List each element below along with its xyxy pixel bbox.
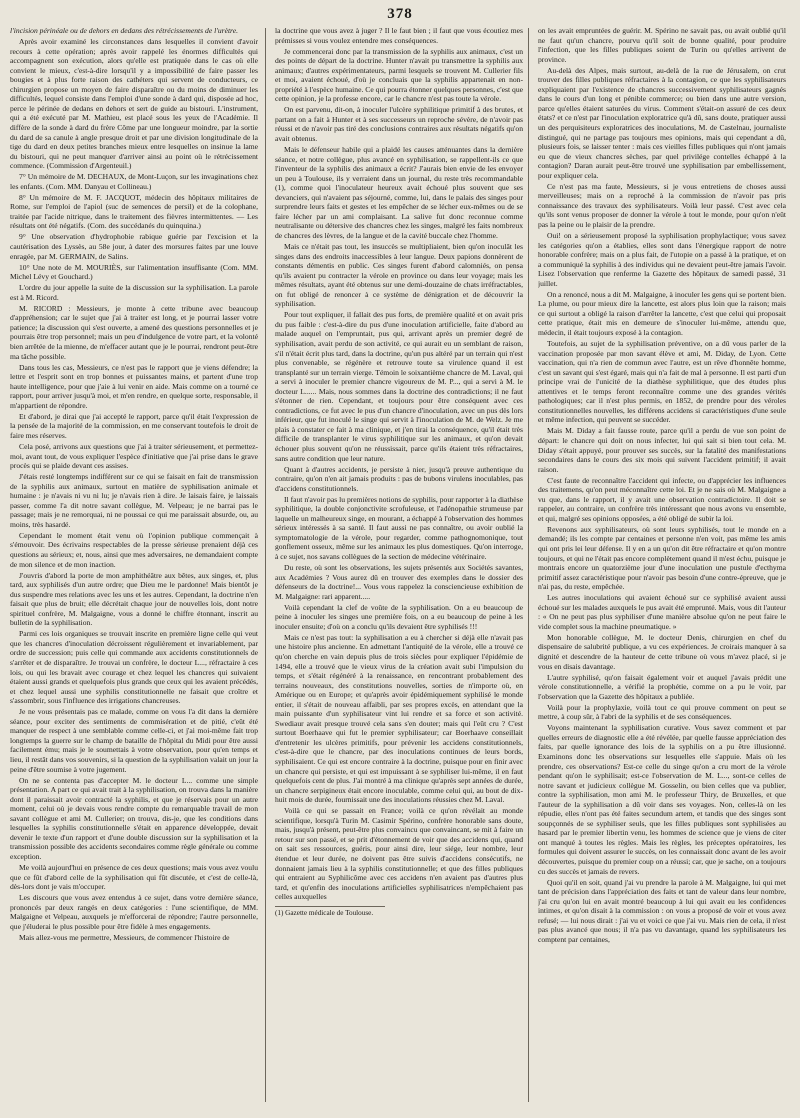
paragraph: la doctrine que vous avez à juger ? Il le faut bien ; il faut que vous écoutiez mes prémisses si vous voulez entendre mes conséquences. — [275, 26, 523, 45]
paragraph: Au-delà des Alpes, mais surtout, au-delà de la rue de Jérusalem, on crut trouver des filles publiques réfractaires à la contagion, ce que les syphilisateurs expliquaient par l'existence de chancres successivement syphilisateurs gagnés dans le cours d'un long et pénible commerce; ou bien dans une autre version, parce qu'elles étaient saturées du virus. Comment s'était-on assuré de ces deux états? et ce n'est par l'inoculation exploratrice qu'à dû, sans doute, pratiquer aussi un des perquisiteurs exploratrices des inoculations, M. de Castelnau, journaliste distingué, qui ne partage pas toujours mes opinions, mais qui cependant a dû, plusieurs fois, se laisser tenter : mais ces vieilles filles publiques qui n'ont jamais eu que de vieux chancres sèches, par quel privilége contelles échappé à la contagion? Daran aurait peut-être trouvé une syphilisation par embellissement, pour expliquer cela. — [538, 65, 786, 180]
paragraph: Mais allez-vous me permettre, Messieurs, de commencer l'histoire de — [19, 932, 230, 942]
paragraph: Cela posé, arrivons aux questions que j'ai à traiter sérieusement, et permettez-moi, avant tout, de vous expliquer l'espèce d'initiative que j'ai prise dans le grave procès qui se plaide devant ces assises. — [10, 441, 258, 471]
paragraph: Et d'abord, je dirai que j'ai accepté le rapport, parce qu'il était l'expression de la pensée de la majorité de la commission, en me conservant toutefois le droit de faire mes réserves. — [10, 411, 258, 440]
paragraph: Mais M. Diday a fait fausse route, parce qu'il a perdu de vue son point de départ: le chancre qui doit on nous infecter, lui qui sait si bien tout cela. M. Diday s'était appuyé, pour prouver ses succès, sur la fatalité des manifestations secondaires dans le cours des six mois qui suivent l'accident primitif; il avait raison. — [538, 426, 786, 474]
paragraph: Quoi qu'il en soit, quand j'ai vu prendre la parole à M. Malgaigne, lui qui met tant de précision dans l'appréciation des faits et tant de valeur dans leur nombre, j'ai cru qu'on lui en avait montré beaucoup à lui qui avait eu les confidences intimes, et qu'on disait à la commission : on vous a proposé de voir et vous avez refusé; — lui nous dirait : j'ai vu et voici ce que j'ai vu. Mais rien de cela, il n'est pas plus avancé que nous; il n'a pas vu davantage, quand les syphilisateurs les comptent par centaines, — [538, 877, 786, 944]
footnote: (1) Gazette médicale de Toulouse. — [275, 906, 385, 919]
paragraph: Voilà cependant la clef de voûte de la syphilisation. On a eu beaucoup de peine à inoculer les singes une première fois, on a eu beaucoup de peine à les inoculer ensuite; d'où on a conclu qu'ils devaient être syphilisés !!! — [275, 602, 523, 631]
paragraph: Mais ce n'est pas tout: la syphilisation a eu à chercher si déjà elle n'avait pas une histoire plus ancienne. En admettant l'antiquité de la vérole, elle a trouvé ce qu'on cherche en vain depuis plus de trois siècles pour expliquer l'épidémie de 1494, elle a trouvé que le vieux virus de la création avait subi l'impulsion du temps, et s'était régénéré à la renaissance, en rencontrant probablement des terrains nouveaux, des constitutions nouvelles, sorties de n'importe où, en Amérique ou en Europe; et qu'après avoir épidémiquement syphilisé le monde entier, il s'était de nouveau affaibli, par ses propres excès, en attendant que la main puissante d'un syphilisateur vint lui rendre et sa force et son activité. Swediaur avait presque trouvé cela sans s'en douter; mais qui l'eût cru ? C'est surtout Boerhaave qui fut le premier syphilisateur; car Boerhaave conseillait d'entretenir les ulcères primitifs, pour prévenir les accidens constitutionnels, c'est-à-dire que le chancre, par des inoculations continues de leurs bords, syphilisaient. Ce qui est encore contraire à la doctrine, puisque pour en finir avec un chancre qui persiste, et qui est impuissant à se syphiliser lui-même, il en faut quelquefois cent de plus. J'ai montré à ma clinique qu'après sept années de durée, un chancre serpigineux était encore inoculable, comme celui qui, au bout de dix-huit mois de durée, fournissait une des inoculations réussies chez M. Laval. — [275, 632, 523, 805]
paragraph: Il faut n'avoir pas lu premières notions de syphilis, pour rapporter à la diathèse syphilitique, la double conjonctivite scrofuleuse, et l'adénopathie strumeuse par laquelle un malheureux singe, en mourant, a échappé à l'observation des hommes sérieux intéressés à sa santé. Il faut aussi ne pas connaître, ou avoir oublié la symptomatologie de la vérole, pour regarder, comme pathognomonique, tout gonflement osseux, même sur les animaux les plus domestiques. Qu'on interroge, à ce sujet, nos savans collègues de la section de médecine vétérinaire. — [275, 494, 523, 562]
paragraph: J'ouvris d'abord la porte de mon amphithéâtre aux bêtes, aux singes, et, plus tard, aux syphilisés d'un autre ordre; que Dieu me le pardonne! Mais bientôt je dus suspendre mes relations avec les uns et les autres. Cependant, la doctrine n'en faisait que plus de bruit; elle décrétait chaque jour de nouvelles lois, dont notre spirituel confrère, M. Malgaigne, vous a donné le chiffre étonnant, inscrit au bulletin de la syphilisation. — [10, 570, 258, 628]
paragraph: Cependant le moment était venu où l'opinion publique commençait à s'émouvoir. Des écrivains respectables de la presse sérieuse prenaient déjà ces questions au sérieux; et, nous, ainsi que mes adversaires, ne demandaient compte de mon silence et de mon inaction. — [10, 530, 258, 569]
paragraph: Parmi ces lois organiques se trouvait inscrite en première ligne celle qui veut que les chancres d'inoculation décroissent régulièrement et invariablement, par ordre de succession; puis celle qui commande aux accidents constitutionnels de s'arrêter et de disparaître. Je trouvai un confrère, le docteur L..., réfractaire à ces lois, ou qui les bravait avec courage et chez lequel les chancres qui suivaient étaient aussi grands et quelquefois plus grands que ceux qui les avaient précédés, et chez lequel aussi une syphilis constitutionnelle ne faisait que croître et s'assombrir, sous l'influence des irrigations chancreuses. — [10, 629, 258, 706]
page-number: 378 — [387, 6, 413, 22]
column-2 — [275, 26, 523, 1106]
column-rule — [528, 28, 529, 1102]
paragraph: Oui! on a sérieusement proposé la syphilisation prophylactique; vous savez les catégories qu'on a établies, elles sont dans l'énergique rapport de notre honorable confrère; mais on a plus fait, de l'utopie on a passé à la pratique, et on a communiqué la syphilis à des individus qui ne devaient peut-être jamais l'avoir. Lisez l'observation que renferme la Gazette des hôpitaux de samedi passé, 31 juillet. — [538, 230, 786, 288]
paragraph: on les avait empruntées de guérir. M. Spérino ne savait pas, ou avait oublié qu'il ne faut qu'un chancre, pourvu qu'il soit de bonne qualité, pour produire l'infection, que les filles publiques soient de Turin ou qu'elles arrivent de province. — [538, 26, 786, 64]
paragraph: L'ordre du jour appelle la suite de la discussion sur la syphilisation. La parole est à M. Ricord. — [10, 283, 258, 302]
paragraph: 7° Un mémoire de M. DECHAUX, de Mont-Luçon, sur les invaginations chez les enfants. (Com. MM. Danyau et Collineau.) — [10, 172, 258, 191]
paragraph: Toutefois, au sujet de la syphilisation préventive, on a dû vous parler de la vaccination proposée par mon savant élève et ami, M. Diday, de Lyon. Cette vaccination, qui n'a rien de commun avec l'autre, est un rêve d'honnête homme, c'est un savant qui s'est égaré, mais qui n'a fait de mal à personne. Il est parti d'un principe vrai de l'unicité de la diathèse syphilitique, que des études plus attentives et le temps feront reconnaître comme une des grandes vérités pathologiques; car il n'est plus permis, en 1852, de prendre pour des véroles constitutionnelles nouvelles, les différens accidens si caractéristiques d'une seule et même infection, qui peuvent se succéder. — [538, 339, 786, 425]
paragraph: Je commencerai donc par la transmission de la syphilis aux animaux, c'est un des points de départ de la doctrine. Hunter n'avait pu transmettre la syphilis aux animaux; d'autres expérimentateurs, parmi lesquels se trouvent M. Cullerier fils et moi, avaient échoué, d'où je concluais que la syphilis appartenait en non-propriété à l'espèce humaine. Ce qui pourra étonner quelques personnes, c'est que cette opinion, je la professe encore, car le chancre n'est pas toute la vérole. — [275, 46, 523, 104]
paragraph: L'autre syphilisé, qu'on faisait également voir et auquel j'avais prédit une vérole constitutionnelle, a vérifié la prophétie, comme on a pu le voir, par l'observation que la Gazette des hôpitaux a publiée. — [538, 672, 786, 701]
paragraph: Les discours que vous avez entendus à ce sujet, dans votre dernière séance, prononcés par deux rangés en deux catégories : l'une scientifique, de MM. Malgaigne et Velpeau, auxquels je m'efforcerai de répondre; l'autre personnelle, que j'éluderai le plus possible pour être fidèle à mes engagements. — [10, 893, 258, 931]
paragraph: M. RICORD : Messieurs, je monte à cette tribune avec beaucoup d'appréhension; car le sujet que j'ai à traiter est long, et je pourrai lasser votre patience; la discussion qui s'est ouverte, a amené des questions personnelles et je pourrais être trop personnel; mais un peu d'indulgence de votre part, et la volonté bien arrêtée de la mienne, de m'effacer autant que je le pourrai, rendront peut-être ma tâche possible. — [10, 303, 258, 361]
paragraph: Dans tous les cas, Messieurs, ce n'est pas le rapport que je viens défendre; la lettre et l'esprit sont en trop bonnes et puissantes mains, et partent d'une trop haute intelligence, pour que j'aie à lui venir en aide. Mais comme on a tourné ce rapport, pour arriver jusqu'à moi, et m'en rendre, en quelque sorte, responsable, il m'appartient de répondre. — [10, 362, 258, 410]
paragraph: Du reste, où sont les observations, les sujets présentés aux Sociétés savantes, aux Académies ? Vous aurez dû en trouver des exemples dans le dossier des défenseurs de la doctrine!... Vous vous rappelez la consciencieuse exhibition de M. Malgaigne: rari apparent..... — [275, 563, 523, 601]
paragraph: 10° Une note de M. MOURIÈS, sur l'alimentation insuffisante (Com. MM. Michel Lévy et Gouchard.) — [10, 262, 258, 282]
paragraph: Mon honorable collègue, M. le docteur Denis, chirurgien en chef du dispensaire de salubrité publique, a vu ces expériences. Je croirais manquer à sa dignité et descendre de la hauteur de cette tribune où vous m'avez placé, si je vous en disais davantage. — [538, 632, 786, 671]
paragraph: On ne se contenta pas d'accepter M. le docteur L... comme une simple présentation. A part ce qui avait trait à la syphilisation, on trouva dans la manière dont il paraissait avoir contracté la syphilis, et que je réservais pour un autre moment, celui où je devais vous rendre compte du remarquable travail de mon savant collègue et ami M. Cullerier; on trouva, dis-je, que les conditions dans lesquelles la syphilis constitutionnelle s'était en apparence développée, devait devenir le texte d'un rapport et d'une double discussion sur la syphilisation et la transmission possible des accidents secondaires comme règle générale ou comme exception. — [10, 775, 258, 861]
paragraph: Mais le défenseur habile qui a plaidé les causes atténuantes dans la dernière séance, et notre collègue, plus avancé en syphilisation, se rappellent-ils ce que l'inventeur de la syphilis des animaux a écrit? J'aurais bien envie de les envoyer un peu à Toulouse, ils y verraient dans un journal, du reste très recommandable (1), comme quoi l'inoculateur heureux avait échoué plus souvent que ses devanciers, qui n'avaient pas séjourné, comme, lui, dans le palais des singes pour surprendre leurs faits et gestes et les empêcher de se lécher eux-mêmes ou de se faire lécher par un ami complaisant. La salive fut donc reconnue comme neutralisante ou détersive des chancres chez les singes, malgré les faits nombreux de chancres des lèvres, de la langue et de la cavité buccale chez l'homme. — [275, 145, 523, 240]
paragraph: Après avoir examiné les circonstances dans lesquelles il convient d'avoir recours à cette opération; après avoir rappelé les énormes difficultés qui accompagnent son exécution, alors qu'elle est pratiquée dans le cas où elle convient le mieux, c'est-à-dire lorsqu'il y a impossibilité de faire passer les bougies et à plus forte raison des cathéters qui servent de conducteurs, ce chirurgien propose un moyen de faire disparaître ou du moins de diminuer les difficultés, lequel consiste dans l'emploi d'une sonde à dard qui, disposée ad hoc, perce le périnée de dedans en dehors et sert de guide au bistouri. L'instrument, qui a été exécuté par M. Mathieu, est placé sous les yeux de l'Académie. Il diffère de la sonde à dard du frère Côme par une longueur moindre, par la sortie du dard de sa canule à angle presque droit et par une division longitudinale de la tige du dard en deux petites branches mieux entre lesquelles on insinue la lame du bistouri, qui ne peut manquer d'arriver ainsi au point où le rétrécissement commence. (Commission d'Argenteuil.) — [10, 37, 258, 171]
paragraph: Voyons maintenant la syphilisation curative. Vous savez comment et par quelles erreurs de diagnostic elle a été révélée, par quelle fausse appréciation des faits, par quelle ignorance des lois de la syphilis on a pu être illusionné. Examinons donc les observations sur lesquelles elle s'appuie. Mais où les prendre, ces observations? Est-ce celle du singe qu'on a cru mort de la vérole pendant qu'on le syphilisait; est-ce l'observation de M. L..., sont-ce celles de notre savant et judicieux collègue M. Gosselin, ou bien celles que va publier, contre la syphilisation, mon ami M. le professeur Thiry, de Bruxelles, et que l'auteur de la syphilisation a dû voir dans ses voyages. Non, celles-là on les répudie, elles n'ont pas été faites secundum artem, et tandis que des singes sont soupçonnés de se syphiliser seuls, que les filles publiques sont syphilisées au hasard par le premier libertin venu, les hommes de science que je viens de citer ont manqué à toutes les règles. Mais les règles, les préceptes opératoires, les formules qui doivent assurer le succès, on les connaissait donc avant de les avoir découvertes, puisque du premier coup on a réussi; car, que je sache, on a toujours cu des succès et jamais de revers. — [538, 723, 786, 876]
column-3 — [538, 26, 786, 1106]
paragraph: Mais ce n'était pas tout, les insuccès se multipliaient, bien qu'on inoculât les singes dans des endroits inaccessibles à leur langue. Deux papions donnèrent de constants démentis en public. Ces singes furent d'abord calomniés, on pensa qu'ils avaient pu contracter la vérole en province ou dans leur voyage; mais les mêmes résultats, ayant été obtenus sur une demi-douzaine de chats irréfractables, on fut obligé de renoncer à ce système de dénigration et de découvrir la syphilisation. — [275, 242, 523, 309]
column-rule — [265, 28, 266, 1102]
paragraph: Pour tout expliquer, il fallait des pus forts, de première qualité et on avait pris du pus faible : c'est-à-dire du pus d'une inoculation artificielle, faite d'abord au malade auquel on l'empruntait, pus qui, arrivant après un premier degré de syphilisation, avait perdu de son activité, ce qui aurait eu un semblant de raison, s'il n'était écrit plus tard, dans la doctrine, qu'un pus altéré par un terrain qui n'est plus convenable, se régénère et retrouve toute sa virulence quand il est transplanté sur un terrain vierge. Témoin le soixantième chancre de M. Laval, qui a servi à inoculer le premier chancre vigoureux de M. P..., qui a servi à M. le docteur L...... Mais, nous sommes dans la doctrine des contradictions; il ne faut s'étonner de rien. Cependant, et toujours pour être conséquent avec ces contradictions, ce fut avec le pus d'un chancre d'inoculation, avec un pus dès lors inférieur, que fut inoculé le singe qui servit à l'inoculation de M. de Welz. Je me plais à constater ce fait à ma clinique, et j'en tirai la conséquence, qu'il était très difficile de transplanter le virus syphilitique sur les animaux, et qu'on devait échouer plus souvent qu'on ne réussissait, parce qu'ils étaient très réfractaires, sans autre condition que leur nature. — [275, 310, 523, 463]
paragraph: J'étais resté longtemps indifférent sur ce qui se faisait en fait de transmission de la syphilis aux animaux, surtout en matière de syphilisation animale et humaine : je n'avais ni vu ni lu; je n'avais rien à dire. Je laisais faire, je laissais passer, comme l'a dit notre savant collègue, M. Velpeau; je ne barrai pas le passage; mais je ne remorquai, ni ne poussai ce qui me paraissait absurde, ou, au moins, très hasardé. — [10, 472, 258, 529]
column-1 — [10, 26, 258, 1106]
paragraph: C'est faute de reconnaître l'accident qui infecte, ou d'apprécier les influences des traitemens, qu'on peut méconnaître cette loi. Et je ne sais où M. Malgaigne a vu que, dans le rapport, il y avait une observation contradictoire. Il doit se rappeler, au contraire, un confrère très intéressant que nous avons vu ensemble, et qui, malgré ses opinions opposées, a été obligé de subir la loi. — [538, 475, 786, 523]
paragraph: On a renoncé, nous a dit M. Malgaigne, à inoculer les gens qui se portent bien. La plume, ou pour mieux dire la lancette, est alors plus loin que la raison; mais ce qui surtout a obligé la raison d'arrêter la lancette, c'est que celui qui proposait cette pratique, était mis en demeure de s'inoculer lui-même, attendu que, médecin, il était toujours exposé à la contagion. — [538, 289, 786, 337]
paragraph: Ce n'est pas ma faute, Messieurs, si je vous entretiens de choses aussi merveilleuses; mais on a reproché à la commission de n'avoir pas pris connaissance des travaux des syphilisateurs. Voilà leur passé. C'est avec cela qu'ils sont venus proposer de donner la vérole à tout le monde, pour qu'on n'eût pas la peine ou le plaisir de la prendre. — [538, 181, 786, 229]
paragraph: Voilà pour la prophylaxie, voilà tout ce qui prouve comment on peut se mettre, à coup sûr, à l'abri de la syphilis et de ses conséquences. — [538, 702, 786, 722]
paragraph: 9° Une observation d'hydrophobie rabique guérie par l'excision et la cautérisation des Lyssès, au 58e jour, à dater des morsures faites par une louve enragée, par M. GERMAIN, de Salins. — [10, 232, 258, 261]
paragraph: Voilà ce qui se passait en France; voilà ce qu'on révélait au monde scientifique, lorsqu'à Turin M. Casimir Spérino, confrère honorable sans doute, mais, jusqu'à présent, peut-être plus convaincu que convaincant, se mit à faire un retour sur son passé, et se prit d'étonnement de voir que des accidens qui, quand on sait ses ressources, guéris, pour ainsi dire, leur siége, leur nombre, leur étendue et leur durée, ne doivent pas être suivis d'accidens consécutifs, ne donnaient jamais lieu à la syphilis constitutionnelle; et que des filles publiques qui entraient au Syphilicôme avec ces accidens n'en avaient pas d'autres plus tard, et qu'enfin des inoculations artificielles syphilisatrices n'empêchaient pas celles auxquelles — [275, 806, 523, 902]
paragraph: On est parvenu, dit-on, à inoculer l'ulcère syphilitique primitif à des brutes, et partant on a fait à Hunter et à ses successeurs un reproche sévère, de n'avoir pas réussi et de n'avoir pas tiré des conclusions contraires aux résultats négatifs qu'on avait obtenus. — [275, 105, 523, 144]
paragraph: Quant à d'autres accidents, je persiste à nier, jusqu'à preuve authentique du contraire, qu'on n'en ait jamais produits : pas de bubons virulens inoculables, pas d'accidens constitutionnels. — [275, 464, 523, 493]
paragraph: l'incision périnéale ou de dehors en dedans des rétrécissements de l'urètre. — [10, 26, 238, 35]
paragraph: Me voilà aujourd'hui en présence de ces deux questions; mais vous avez voulu que ce fût d'abord celle de la syphilisation qui fût discutée, et c'est de celle-là, dès-lors dont je vais m'occuper. — [10, 862, 258, 892]
paragraph: 8° Un mémoire de M. F. JACQUOT, médecin des hôpitaux militaires de Rome, sur l'emploi de l'apiol (suc de semences de persil) et de la colophane, traitée par l'acide nitrique, dans le traitement des fièvres intermittentes. — Les résultats ont été négatifs. (Com. des succédanés du quinquina.) — [10, 192, 258, 231]
paragraph: Je ne vous présentais pas ce malade, comme on vous l'a dit dans la dernière séance, pour exciter des sentiments de commisération et de pitié, c'eût été manquer de respect à une semblable comme celle-ci, et j'ai moi-même fait trop longtemps la guerre sur le champ de bataille de l'hôpital du Midi pour être aussi facilement ému; mais je le soumettais à votre observation, pour qu'en temps et lieu, il restât dans vos souvenirs, si la question de la syphilisation valait un jour la peine d'être soumise à votre jugement. — [10, 707, 258, 774]
paragraph: Les autres inoculations qui avaient échoué sur ce syphilisé avaient aussi échoué sur les malades auxquels le pus avait été emprunté. Mais, vous dit l'auteur : « On ne peut pas plus syphiliser d'une manière absolue qu'on ne peut faire le vide complet sous la machine pneumatique. » — [538, 593, 786, 631]
paragraph: Revenons aux syphilisateurs, où sont leurs syphilisés, tout le monde en a demandé; ils les compte par centaines et personne n'en voit, pas même les amis qui ont pris lei leur défense. Il y en a un qu'on dit être réfractaire et qu'on montre toujours, et qui ne l'était pas encore complètement quand il m'est échu, puisque je montrais encore un quatorzième jour d'une inoculation une pustule d'ecthyma primitif assez caractéristique pour n'avoir pas besoin d'une contre-épreuve, que je n'ai pas, du reste, empêchée. — [538, 524, 786, 592]
